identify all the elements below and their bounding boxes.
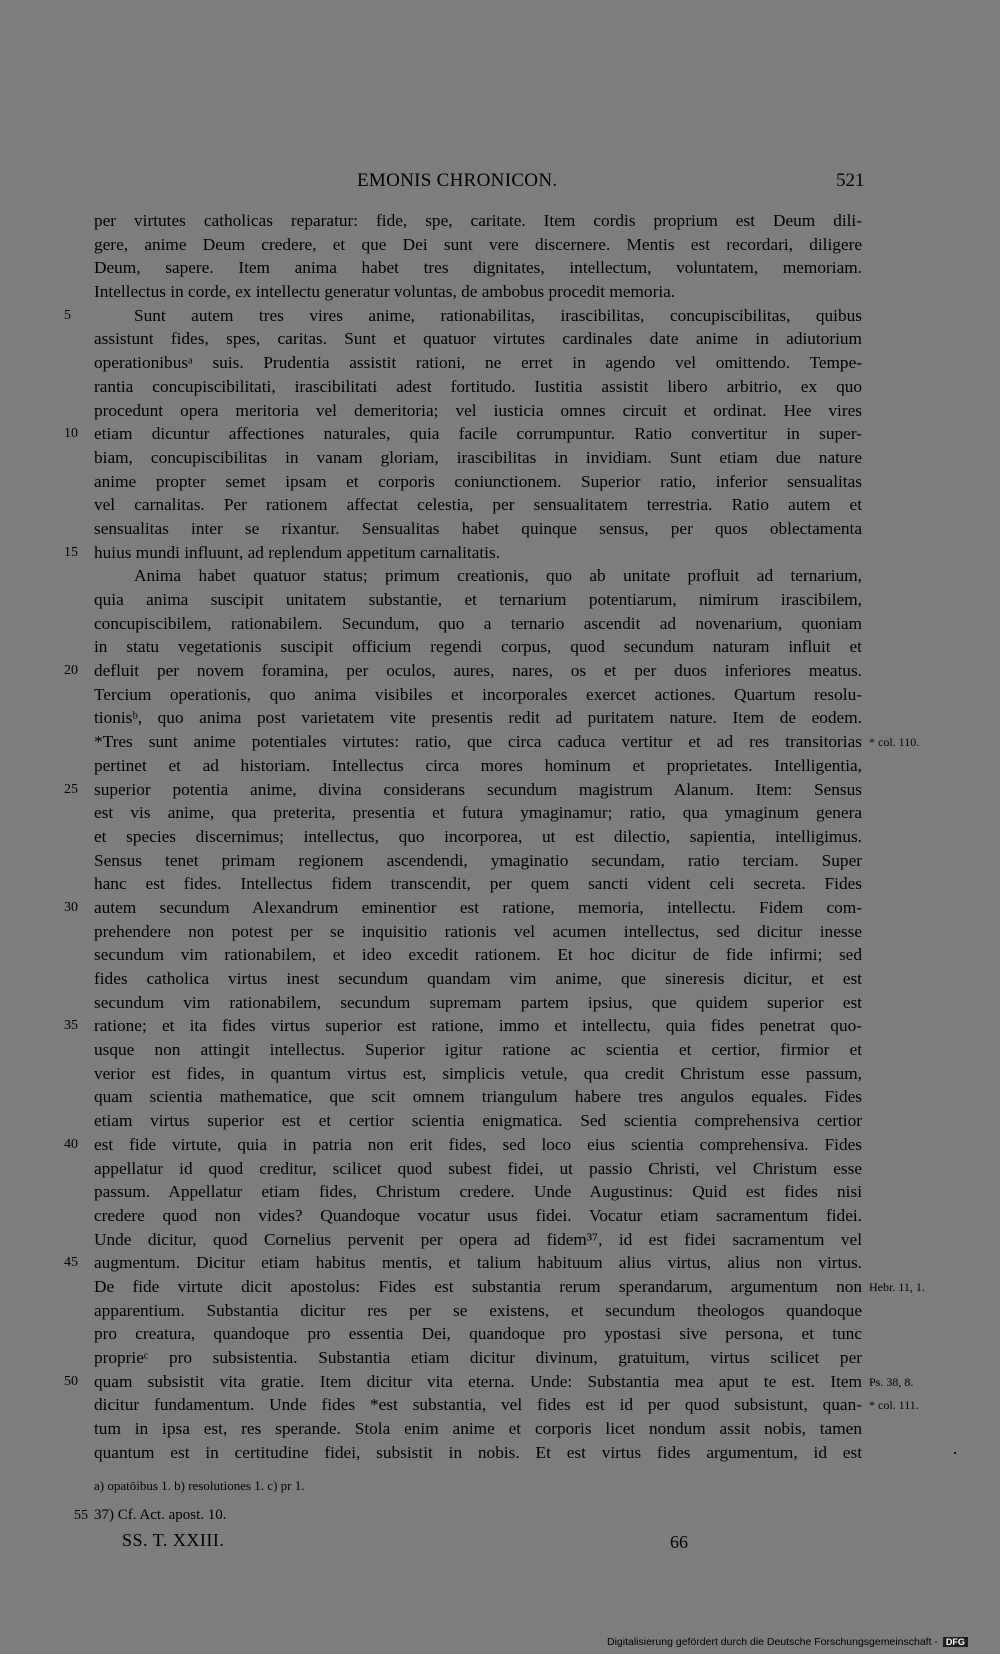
- line-text: augmentum. Dicitur etiam habitus mentis, et talium habituum alius virtus, alius non virtus.: [94, 1253, 862, 1273]
- line-text: passum. Appellatur etiam fides, Christum credere. Unde Augustinus: Quid est fides nisi: [94, 1182, 862, 1202]
- line-text: per virtutes catholicas reparatur: fide, spe, caritate. Item cordis proprium est Deum dili-: [94, 211, 862, 230]
- text-line: [94, 399, 862, 423]
- dfg-logo: DFG: [943, 1637, 968, 1647]
- line-number: 50: [64, 1373, 78, 1389]
- line-number: 25: [64, 781, 78, 797]
- line-text: est fide virtute, quia in patria non erit fides, sed loco eius scientia comprehensiva. Fides: [94, 1134, 862, 1154]
- line-text: apparentium. Substantia dicitur res per se existens, et secundum theologos quandoque: [94, 1300, 862, 1320]
- line-text: quantum est in certitudine fidei, subsistit in nobis. Et est virtus fides argumentum, id est: [94, 1442, 862, 1462]
- line-number: 5: [64, 307, 71, 323]
- line-text: operationibusᵃ suis. Prudentia assistit rationi, ne erret in agendo vel omittendo. Tempe-: [94, 353, 862, 373]
- text-line: [94, 683, 862, 707]
- speck: [954, 1452, 956, 1454]
- margin-note: * col. 111.: [869, 1398, 919, 1413]
- margin-note: Hebr. 11, 1.: [869, 1279, 925, 1294]
- text-line: [94, 1109, 862, 1133]
- line-text: appellatur id quod creditur, scilicet quod subest fidei, ut passio Christi, vel Christum esse: [94, 1158, 862, 1178]
- text-line: [64, 304, 862, 328]
- text-line: [94, 233, 862, 257]
- text-line: [94, 209, 862, 233]
- signature-mark: SS. T. XXIII.: [122, 1530, 225, 1550]
- margin-note: Ps. 38, 8.: [869, 1374, 914, 1389]
- text-line: [94, 1204, 862, 1228]
- line-text: etiam virtus superior est et certior scientia enigmatica. Sed scientia comprehensiva certior: [94, 1111, 862, 1131]
- text-line: [94, 991, 862, 1015]
- text-line: [94, 706, 862, 730]
- line-number: 20: [64, 663, 78, 679]
- line-number: 30: [64, 899, 78, 915]
- line-text: procedunt opera meritoria vel demeritoria; vel iusticia omnes circuit et ordinat. Hee vires: [94, 400, 862, 420]
- line-number: 35: [64, 1018, 78, 1034]
- margin-note: * col. 110.: [869, 735, 920, 750]
- line-text: gere, anime Deum credere, et que Dei sunt vere discernere. Mentis est recordari, diligere: [94, 234, 862, 254]
- line-text: est vis anime, qua preterita, presentia et futura ymaginamur; ratio, qua ymaginum genera: [94, 803, 862, 823]
- line-text: secundum vim rationabilem, et ideo excedit rationem. Et hoc dicitur de fide infirmi; sed: [94, 945, 862, 965]
- text-line: [94, 351, 862, 375]
- footnotes: a) opatōibus 1. b) resolutiones 1. c) pr 1.: [94, 1478, 305, 1493]
- line-text: defluit per novem foramina, per oculos, aures, nares, os et per duos inferiores meatus.: [94, 661, 862, 681]
- line-text: anime propter semet ipsam et corporis coniunctionem. Superior ratio, inferior sensualitas: [94, 471, 862, 491]
- line-text: quia anima suscipit unitatem substantie, et ternarium potentiarum, nimirum irascibilem,: [94, 590, 862, 609]
- text-line: [64, 541, 862, 565]
- text-line: [94, 588, 862, 612]
- line-text: Tercium operationis, quo anima visibiles et incorporales exercet actiones. Quartum resolu-: [94, 684, 862, 704]
- text-line: [94, 1038, 862, 1062]
- line-text: tionisᵇ, quo anima post varietatem vite presentis redit ad puritatem nature. Item de eodem.: [94, 708, 862, 728]
- text-line: [64, 1251, 862, 1275]
- text-line: [94, 1393, 919, 1417]
- text-line: [94, 1275, 925, 1299]
- line-text: Anima habet quatuor status; primum creationis, quo ab unitate profluit ad ternarium,: [134, 566, 862, 586]
- line-text: Sunt autem tres vires anime, rationabilitas, irascibilitas, concupiscibilitas, quibus: [134, 305, 862, 325]
- line-text: Intellectus in corde, ex intellectu generatur voluntas, de ambobus procedit memoria.: [94, 282, 676, 302]
- text-line: [94, 1299, 862, 1323]
- text-line: [64, 778, 862, 802]
- text-line: [94, 801, 862, 825]
- text-line: [94, 754, 862, 778]
- line-text: credere quod non vides? Quandoque vocatur usus fidei. Vocatur etiam sacramentum fidei.: [94, 1205, 862, 1225]
- endnote-line-number: 55: [74, 1508, 88, 1523]
- line-text: proprieᶜ pro subsistentia. Substantia etiam dicitur divinum, gratuitum, virtus scilicet per: [94, 1348, 862, 1367]
- text-line: [94, 635, 862, 659]
- line-text: Unde dicitur, quod Cornelius pervenit per opera ad fidem³⁷, id est fidei sacramentum vel: [94, 1229, 862, 1249]
- line-text: et species discernimus; intellectus, quo incorporea, ut est dilectio, sapientia, intelligimus.: [94, 826, 862, 846]
- line-text: assistunt fides, spes, caritas. Sunt et quatuor virtutes cardinales date anime in adiutorium: [94, 329, 862, 349]
- text-line: [94, 1180, 862, 1204]
- text-line: [94, 920, 862, 944]
- line-text: autem secundum Alexandrum eminentior est ratione, memoria, intellectu. Fidem com-: [94, 897, 862, 917]
- text-line: [64, 1133, 862, 1157]
- line-text: quam subsistit vita gratie. Item dicitur vita eterna. Unde: Substantia mea aput te est. Item: [94, 1371, 862, 1391]
- text-line: [94, 730, 920, 754]
- line-text: usque non attingit intellectus. Superior igitur ratione ac scientia et certior, firmior et: [94, 1040, 862, 1060]
- line-text: biam, concupiscibilitas in vanam gloriam, irascibilitas in invidiam. Sunt etiam due nature: [94, 447, 862, 467]
- line-text: prehendere non potest per se inquisitio rationis vel acumen intellectus, sed dicitur inesse: [94, 921, 862, 941]
- text-line: [94, 1228, 862, 1252]
- text-line: [64, 896, 862, 920]
- line-text: secundum vim rationabilem, secundum supremam partem ipsius, que quidem superior est: [94, 992, 862, 1012]
- line-text: superior potentia anime, divina considerans secundum magistrum Alanum. Item: Sensus: [94, 779, 862, 799]
- line-text: in statu vegetationis suscipit officium regendi corpus, quod secundum naturam influit et: [94, 637, 862, 657]
- text-line: [94, 327, 862, 351]
- text-line: [94, 943, 862, 967]
- text-line: [94, 1085, 862, 1109]
- line-text: verior est fides, in quantum virtus est, simplicis vetule, qua credit Christum esse passum,: [94, 1063, 862, 1083]
- text-line: [94, 849, 862, 873]
- text-line: [64, 422, 862, 446]
- text-line: [94, 1346, 862, 1370]
- text-line: [94, 280, 862, 304]
- text-line: [94, 872, 862, 896]
- text-line: [94, 1417, 862, 1441]
- line-number: 10: [64, 426, 78, 442]
- running-header: [0, 170, 1000, 194]
- text-line: [94, 446, 862, 470]
- page-number: 521: [836, 170, 865, 191]
- line-text: hanc est fides. Intellectus fidem transcendit, per quem sancti vident celi secreta. Fides: [94, 874, 862, 894]
- line-number: 15: [64, 544, 78, 560]
- line-text: Deum, sapere. Item anima habet tres dignitates, intellectum, voluntatem, memoriam.: [94, 258, 862, 278]
- line-text: quam scientia mathematice, que scit omnem triangulum habere tres angulos equales. Fides: [94, 1087, 862, 1107]
- text-line: [94, 470, 862, 494]
- line-text: ratione; et ita fides virtus superior est ratione, immo et intellectu, quia fides penetrat quo-: [94, 1016, 862, 1036]
- text-line: [64, 1014, 862, 1038]
- text-line: [94, 1062, 862, 1086]
- line-text: sensualitas inter se rixantur. Sensualitas habet quinque sensus, per quos oblectamenta: [94, 518, 862, 538]
- text-line: [94, 825, 862, 849]
- text-line: [94, 967, 862, 991]
- text-line: [64, 1370, 914, 1394]
- line-text: Sensus tenet primam regionem ascendendi, ymaginatio secundam, ratio terciam. Super: [94, 850, 862, 870]
- text-line: [94, 1322, 862, 1346]
- endnote: [74, 1507, 227, 1524]
- line-text: concupiscibilem, rationabilem. Secundum, quo a ternario ascendit ad novenarium, quoniam: [94, 613, 862, 633]
- text-line: [94, 517, 862, 541]
- endnote-text: 37) Cf. Act. apost. 10.: [94, 1507, 227, 1523]
- text-line: [94, 564, 862, 588]
- text-line: [94, 1157, 862, 1181]
- sheet-number: 66: [670, 1532, 688, 1552]
- text-line: [94, 375, 862, 399]
- text-line: [94, 612, 862, 636]
- line-text: pertinet et ad historiam. Intellectus circa mores hominum et proprietates. Intelligentia,: [94, 755, 862, 775]
- dfg-credit-text: Digitalisierung gefördert durch die Deutsche Forschungsgemeinschaft -: [607, 1636, 938, 1648]
- main-text: [64, 209, 925, 1464]
- line-text: fides catholica virtus inest secundum quandam vim anime, que sineresis dicitur, et est: [94, 969, 862, 988]
- dfg-credit: [607, 1636, 968, 1648]
- line-text: huius mundi influunt, ad replendum appetitum carnalitatis.: [94, 542, 501, 562]
- line-text: De fide virtute dicit apostolus: Fides est substantia rerum sperandarum, argumentum non: [94, 1276, 862, 1296]
- line-text: pro creatura, quandoque pro essentia Dei, quandoque pro ypostasi sive persona, et tunc: [94, 1324, 862, 1344]
- running-title: EMONIS CHRONICON.: [357, 170, 558, 191]
- text-line: [94, 1441, 862, 1465]
- line-text: *Tres sunt anime potentiales virtutes: ratio, que circa caduca vertitur et ad res transitorias: [94, 732, 862, 752]
- line-number: 40: [64, 1136, 78, 1152]
- line-text: dicitur fundamentum. Unde fides *est substantia, vel fides est id per quod subsistunt, quan-: [94, 1395, 862, 1415]
- text-line: [94, 256, 862, 280]
- line-text: vel carnalitas. Per rationem affectat celestia, per sensualitatem terrestria. Ratio autem et: [94, 495, 862, 515]
- line-text: etiam dicuntur affectiones naturales, quia facile corrumpuntur. Ratio convertitur in super-: [94, 424, 862, 444]
- text-line: [64, 659, 862, 683]
- line-text: tum in ipsa est, res sperande. Stola enim anime et corporis licet nondum assit nobis, tamen: [94, 1419, 862, 1439]
- text-line: [94, 493, 862, 517]
- line-number: 45: [64, 1255, 78, 1271]
- line-text: rantia concupiscibilitati, irascibilitati adest fortitudo. Iustitia assistit libero arbitrio, ex quo: [94, 376, 862, 396]
